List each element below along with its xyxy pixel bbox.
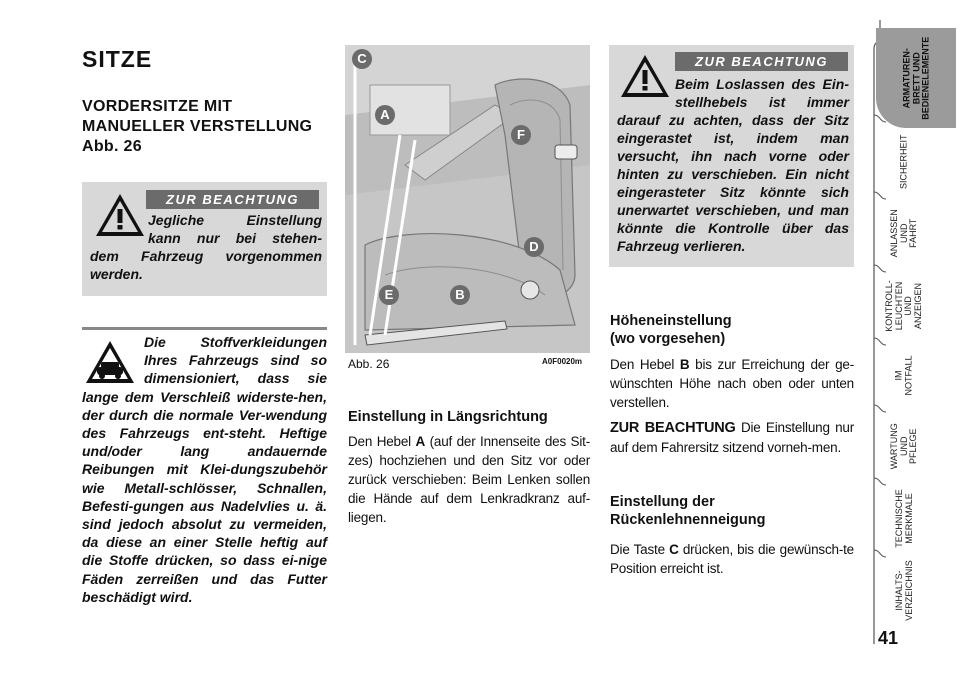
text-part: bis zur Erreichung der ge-wünschten Höhe nach oben oder unten verstellen. [610, 357, 854, 410]
text-part: Den Hebel [348, 434, 416, 449]
fabric-care-note [82, 333, 327, 606]
warning-text-line: Beim Loslassen des Ein- [675, 76, 849, 92]
marker-c: C [352, 49, 372, 69]
warning-text-line: Jegliche Einstellung [148, 212, 322, 228]
note-text-line: dimensioniert, dass sie [144, 370, 327, 387]
warning-box-lever [609, 45, 854, 267]
marker-a: A [375, 105, 395, 125]
heading-line: Rückenlehnenneigung [610, 512, 766, 528]
heading-longitudinal: Einstellung in Längsrichtung [348, 409, 548, 425]
tab-label: ARMATUREN- BRETT UND BEDIENELEMENTE [900, 36, 930, 120]
heading-backrest [610, 493, 766, 529]
text-part: Die Einstellung nur auf dem Fahrersitz sitzend vorneh-men. [610, 420, 854, 455]
heading-height [610, 312, 732, 348]
seat-illustration [345, 45, 590, 353]
text-part: (auf der Innenseite des Sit-zes) hochziehen und den Sitz vor oder zurück verschieben: Beim Lenken sollen die Hände auf dem Lenkradkranz auf-liegen. [348, 434, 590, 525]
text-part: Den Hebel [610, 357, 680, 372]
marker-d: D [524, 237, 544, 257]
seat-drawing [345, 45, 590, 353]
tab-anlassen[interactable] [882, 198, 926, 268]
tab-label: INHALTS- VERZEICHNIS [893, 559, 914, 621]
figure-code: A0F0020m [542, 357, 583, 366]
tab-label: ANLASSEN UND FAHRT [888, 208, 918, 258]
note-text-rest: lange dem Verschleiß widerste-hen, der durch die normale Ver-wendung des Fahrzeugs ent-steht. Heftige und/oder lang andauernde Reibungen mit Klei-dungszubehör wie Metall-schlösser, Schnallen, Befesti-gungen aus Nadelvlies u. ä. sind jedoch absolut zu vermeiden, da diese an einer Stelle heftig auf die Stoffe drücken, so dass ei-nige Fäden zerreißen und das Futter beschädigt wird. [82, 388, 327, 605]
text-height [610, 355, 854, 412]
text-height-note [610, 418, 854, 457]
note-divider [82, 327, 327, 330]
text-longitudinal [348, 432, 590, 527]
chapter-index [868, 20, 960, 692]
heading-line: (wo vorgesehen) [610, 331, 726, 347]
button-key: C [669, 542, 679, 557]
tab-inhaltsverzeichnis[interactable] [882, 554, 926, 626]
warning-label: ZUR BEACHTUNG [146, 190, 319, 209]
text-backrest [610, 540, 854, 578]
warning-text-rest: dem Fahrzeug vorgenommen werden. [90, 248, 322, 282]
tab-label: SICHERHEIT [898, 134, 909, 190]
tab-armaturenbrett[interactable] [876, 28, 956, 128]
tab-wartung[interactable] [882, 410, 926, 482]
tab-label: KONTROLL- LEUCHTEN UND ANZEIGEN [884, 280, 923, 332]
tab-label: WARTUNG UND PFLEGE [888, 423, 918, 469]
warning-text-line: stellhebels ist immer [675, 94, 849, 110]
page-title: SITZE [82, 46, 153, 72]
marker-e: E [379, 285, 399, 305]
warning-text [90, 211, 322, 283]
warning-text-line: kann nur bei stehen- [148, 230, 322, 246]
heading-line: Höheneinstellung [610, 313, 732, 329]
warning-text [617, 75, 849, 255]
figure-caption: Abb. 26 [348, 357, 390, 371]
page-number: 41 [878, 628, 899, 648]
lever-key: A [415, 434, 426, 449]
text-part: Die Taste [610, 542, 670, 557]
note-text-line: Die Stoffverkleidungen [144, 334, 327, 350]
marker-f: F [511, 125, 531, 145]
tab-technische-merkmale[interactable] [882, 482, 926, 554]
marker-b: B [450, 285, 470, 305]
warning-box-stationary [82, 182, 327, 296]
lever-key: B [679, 357, 690, 372]
warning-text-rest: darauf zu achten, dass der Sitz eingerastet ist, indem man versucht, ihn nach vorne oder hinten zu verschieben. Ein nicht eingerasteter Sitz könnte sich unerwartet verschieben, und man könnte die Kontrolle über das Fahrzeug verlieren. [617, 112, 849, 254]
tab-im-notfall[interactable] [882, 342, 926, 408]
warning-label: ZUR BEACHTUNG [675, 52, 848, 71]
heading-line: Einstellung der [610, 494, 715, 510]
note-label: ZUR BEACHTUNG [610, 420, 736, 436]
note-text-line: Ihres Fahrzeugs sind so [144, 352, 327, 369]
tab-sicherheit[interactable] [882, 128, 926, 196]
section-subtitle: VORDERSITZE MIT MANUELLER VERSTELLUNG Abb. 26 [82, 98, 313, 155]
tab-kontrollleuchten[interactable] [882, 270, 926, 342]
tab-label: IM NOTFALL [893, 355, 913, 396]
tab-label: TECHNISCHE MERKMALE [893, 488, 914, 548]
text-part: drücken, bis die gewünsch-te Position erreicht ist. [610, 542, 854, 576]
